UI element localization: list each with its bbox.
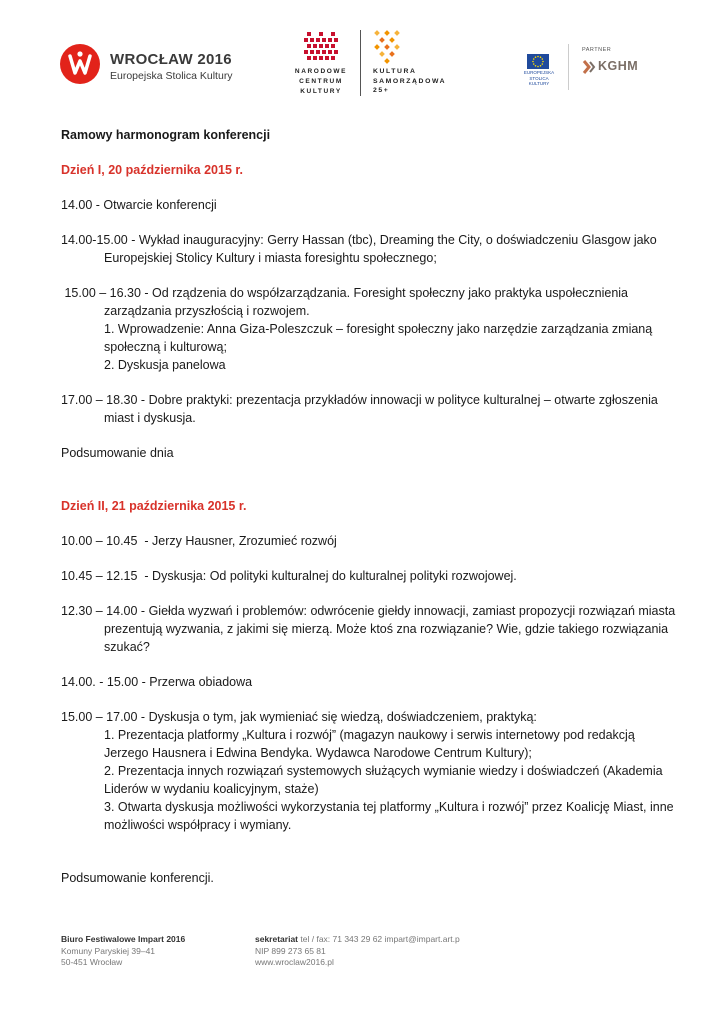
footer-office	[61, 934, 185, 969]
ks-line: SAMORZĄDOWA	[373, 77, 447, 85]
day2-knowledge: 15.00 – 17.00 - Dyskusja o tym, jak wymieniać się wiedzą, doświadczeniem, praktyką:	[61, 710, 537, 724]
footer-contact	[255, 934, 460, 969]
partner-divider	[568, 44, 569, 90]
day2-knowledge-item: 3. Otwarta dyskusja możliwości wykorzystania tej platformy „Kultura i rozwój” przez Koalicję Miast, inne możliwości współpracy i wymiany.	[104, 800, 674, 832]
footer-secretariat-label: sekretariat	[255, 934, 299, 944]
day2-knowledge-item: 1. Prezentacja platformy „Kultura i rozwój” (magazyn naukowy i serwis internetowy pod redakcją Jerzego Hausnera i Edwina Bendyka. Wydawca Narodowe Centrum Kultury);	[104, 728, 635, 760]
footer-secretariat-contact: tel / fax: 71 343 29 62 impart@impart.art.p	[300, 934, 460, 944]
nck-crown-icon	[304, 30, 338, 69]
day2-exchange: 12.30 – 14.00 - Giełda wyzwań i problemów: odwrócenie giełdy innowacji, zamiast propozycji rozwiązań miasta prezentują wyzwania, z jakimi się mierzą. Może ktoś zna rozwiązanie? Wie, gdzie takiego rozwiązania szukać?	[61, 604, 676, 654]
day2-discussion: 10.45 – 12.15 - Dyskusja: Od polityki kulturalnej do kulturalnej polityki rozwojowej.	[61, 569, 517, 583]
eu-flag-icon	[527, 54, 549, 69]
kghm-logo-icon	[582, 59, 596, 80]
kultura-samorzadowa-icon	[372, 30, 402, 69]
footer-office-name: Biuro Festiwalowe Impart 2016	[61, 934, 186, 944]
wroclaw-logo-title: WROCŁAW 2016	[110, 51, 232, 68]
footer-website[interactable]: www.wroclaw2016.pl	[255, 957, 334, 967]
day1-session-item: 2. Dyskusja panelowa	[104, 358, 226, 372]
kultura-samorzadowa-text	[373, 67, 446, 96]
footer-office-city: 50-451 Wrocław	[61, 957, 123, 967]
partner-label: PARTNER	[582, 47, 612, 53]
day1-heading: Dzień I, 20 października 2015 r.	[61, 163, 244, 177]
kghm-logo-text: KGHM	[598, 59, 639, 73]
ks-line: 25+	[373, 87, 390, 94]
nck-logo-text	[294, 67, 348, 97]
document-title: Ramowy harmonogram konferencji	[61, 128, 271, 142]
nck-line: CENTRUM	[299, 78, 343, 85]
nck-line: KULTURY	[300, 88, 342, 95]
wroclaw-2016-logo-icon	[60, 44, 100, 84]
day2-heading: Dzień II, 21 października 2015 r.	[61, 499, 247, 513]
ks-line: KULTURA	[373, 68, 417, 75]
footer-nip: NIP 899 273 65 81	[255, 945, 326, 956]
closing-summary: Podsumowanie konferencji.	[61, 871, 214, 885]
day1-lecture: 14.00-15.00 - Wykład inauguracyjny: Gerry Hassan (tbc), Dreaming the City, o doświadczeniu Glasgow jako Europejskiej Stolicy Kultury i miasta foresightu społecznego;	[61, 233, 657, 265]
wroclaw-logo-subtitle: Europejska Stolica Kultury	[110, 70, 233, 82]
day1-practices: 17.00 – 18.30 - Dobre praktyki: prezentacja przykładów innowacji w polityce kulturalnej – otwarte zgłoszenia miast i dyskusja.	[61, 393, 658, 425]
day2-hausner: 10.00 – 10.45 - Jerzy Hausner, Zrozumieć rozwój	[61, 534, 337, 548]
day1-session: 15.00 – 16.30 - Od rządzenia do współzarządzania. Foresight społeczny jako praktyka uspołecznienia zarządzania przyszłością i rozwojem.	[61, 286, 632, 318]
eu-caption: EUROPEJSKA STOLICA KULTURY	[523, 70, 555, 86]
schedule-document	[61, 126, 681, 887]
day2-lunch: 14.00. - 15.00 - Przerwa obiadowa	[61, 675, 253, 689]
nck-line: NARODOWE	[294, 68, 348, 75]
footer-office-street: Komuny Paryskiej 39–41	[61, 945, 156, 956]
day1-opening: 14.00 - Otwarcie konferencji	[61, 198, 217, 212]
day2-knowledge-item: 2. Prezentacja innych rozwiązań systemowych służących wymianie wiedzy i doświadczeń (Akademia Liderów w wydaniu koalicyjnym, staże)	[104, 764, 663, 796]
day1-summary: Podsumowanie dnia	[61, 446, 174, 460]
day1-session-item: 1. Wprowadzenie: Anna Giza-Poleszczuk – foresight społeczny jako narzędzie zarządzania zmianą społeczną i kulturową;	[104, 322, 653, 354]
logo-divider	[360, 30, 361, 96]
